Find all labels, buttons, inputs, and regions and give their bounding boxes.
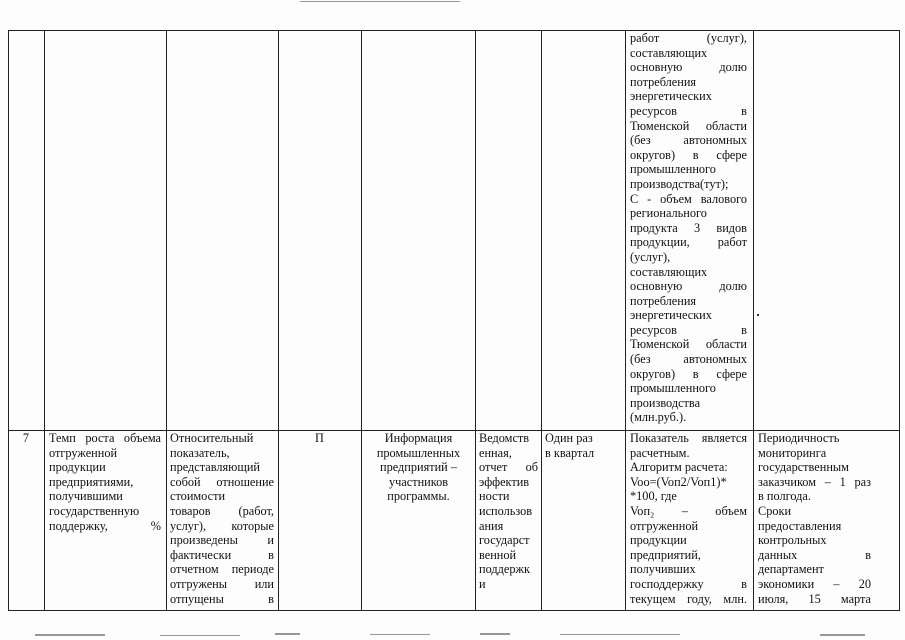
text-line: в полгода. [758,489,811,504]
text-line: показатель, [170,445,230,460]
text-line: Информация [384,431,453,445]
text-line: отгружены или [170,576,274,591]
text-line: Voo=(Voп2/Voп1)* [630,474,727,489]
text-line: отгруженной [630,518,699,533]
text-line: Алгоритм расчета: [630,460,728,475]
text-line: Периодичность [758,431,840,445]
text-line: Сроки [758,503,792,518]
scan-artifact-bottom [820,634,865,636]
text-line: *100, где [630,489,677,504]
text-line: поддержк [479,562,530,577]
text-line: получивших [630,562,696,577]
text-line: ресурсов в [630,322,747,337]
scan-speck [757,314,759,316]
text-line: Тюменской области [630,118,747,133]
text-line: (без автономных [630,133,747,148]
text-line: отчетном периоде [170,562,274,577]
text-line: предприятий, [630,547,701,562]
scan-artifact-top [300,1,460,2]
row-number: 7 [22,431,30,445]
text-line: Ведомств [479,431,530,445]
text-line: продукции [630,533,687,548]
text-line: стоимости [170,489,226,504]
text-line: округов) в сфере [630,366,747,381]
text-line: получившими [49,489,123,504]
text-line: Темп роста объема [49,431,161,445]
text-line: энергетических [630,89,712,104]
text-line: отчет об [479,460,538,475]
text-line: эффектив [479,474,530,489]
text-line: предприятиями, [49,474,134,489]
text-line: производства(тут); [630,176,729,191]
text-line: отгруженной [49,445,118,460]
text-line: Относительный [170,431,254,445]
indicator-type: П [315,431,324,445]
text-line: господдержку в [630,576,747,591]
text-line: данных в [758,547,871,562]
scan-artifact-bottom [275,633,300,635]
frequency [545,431,622,460]
text-line: собой отношение [170,474,274,489]
text-line: расчетным. [630,445,690,460]
text-line: департамент [758,562,824,577]
text-line: (млн.руб.). [630,410,687,425]
text-line: Один раз [545,431,593,445]
text-line: экономики – 20 [758,576,871,591]
text-line: продукта 3 видов [630,220,747,235]
text-line: промышленного [630,381,716,396]
text-line: (услуг), [630,249,671,264]
text-line: государственную [49,503,140,518]
text-line: составляющих [630,264,708,279]
text-line: потребления [630,293,697,308]
text-line: промышленного [630,162,716,177]
text-line: округов) в сфере [630,147,747,162]
text-line: заказчиком – 1 раз [758,474,871,489]
text-line: контрольных [758,533,827,548]
text-line: мониторинга [758,445,827,460]
data-source [366,431,471,504]
indicator-name [49,431,161,533]
text-line: продукции [49,460,106,475]
scan-artifact-bottom [160,635,240,636]
scan-artifact-bottom [370,634,430,635]
text-line: (без автономных [630,352,747,367]
text-line: в квартал [545,445,595,460]
text-line: текущем году, млн. [630,591,747,606]
scan-artifact-bottom [35,634,105,636]
text-line: регионального [630,206,707,221]
text-line: основную долю [630,60,747,75]
text-line: ания [479,518,504,533]
calculation-algorithm [630,431,747,606]
text-line: работ (услуг), [630,31,747,45]
text-line: Тюменской области [630,337,747,352]
text-line: предоставления [758,518,842,533]
monitoring-schedule [758,431,871,606]
text-line: предприятий – [379,460,457,475]
continuation-formula-text [630,31,747,425]
text-line: венной [479,547,517,562]
text-line: государст [479,533,530,548]
text-line: потребления [630,74,697,89]
text-line: енная, [479,445,512,460]
text-line: ресурсов в [630,103,747,118]
text-line: продукции, работ [630,235,747,250]
text-line: июля, 15 марта [758,591,871,606]
text-line: составляющих [630,45,708,60]
scan-artifact-bottom [480,633,510,635]
text-line: промышленных [376,445,461,460]
text-line: фактически в [170,547,274,562]
text-line: и [479,576,486,591]
text-line: Показатель является [630,431,747,445]
text-line: производства [630,395,701,410]
text-line: товаров (работ, [170,503,274,518]
text-line: произведены и [170,533,274,548]
text-line: программы. [387,489,450,504]
text-line: Voп₂ – объем [630,503,747,518]
text-line: представляющий [170,460,260,475]
text-line: государственным [758,460,849,475]
text-line: услуг), которые [170,518,274,533]
text-line: основную долю [630,279,747,294]
indicator-definition [170,431,274,606]
text-line: поддержку, % [49,518,161,533]
text-line: С - объем валового [630,191,747,206]
text-line: отпущены в [170,591,274,606]
text-line: энергетических [630,308,712,323]
reporting-form [479,431,538,592]
scan-artifact-bottom [560,634,680,635]
text-line: ности [479,489,510,504]
text-line: использов [479,503,533,518]
text-line: участников [388,474,449,489]
